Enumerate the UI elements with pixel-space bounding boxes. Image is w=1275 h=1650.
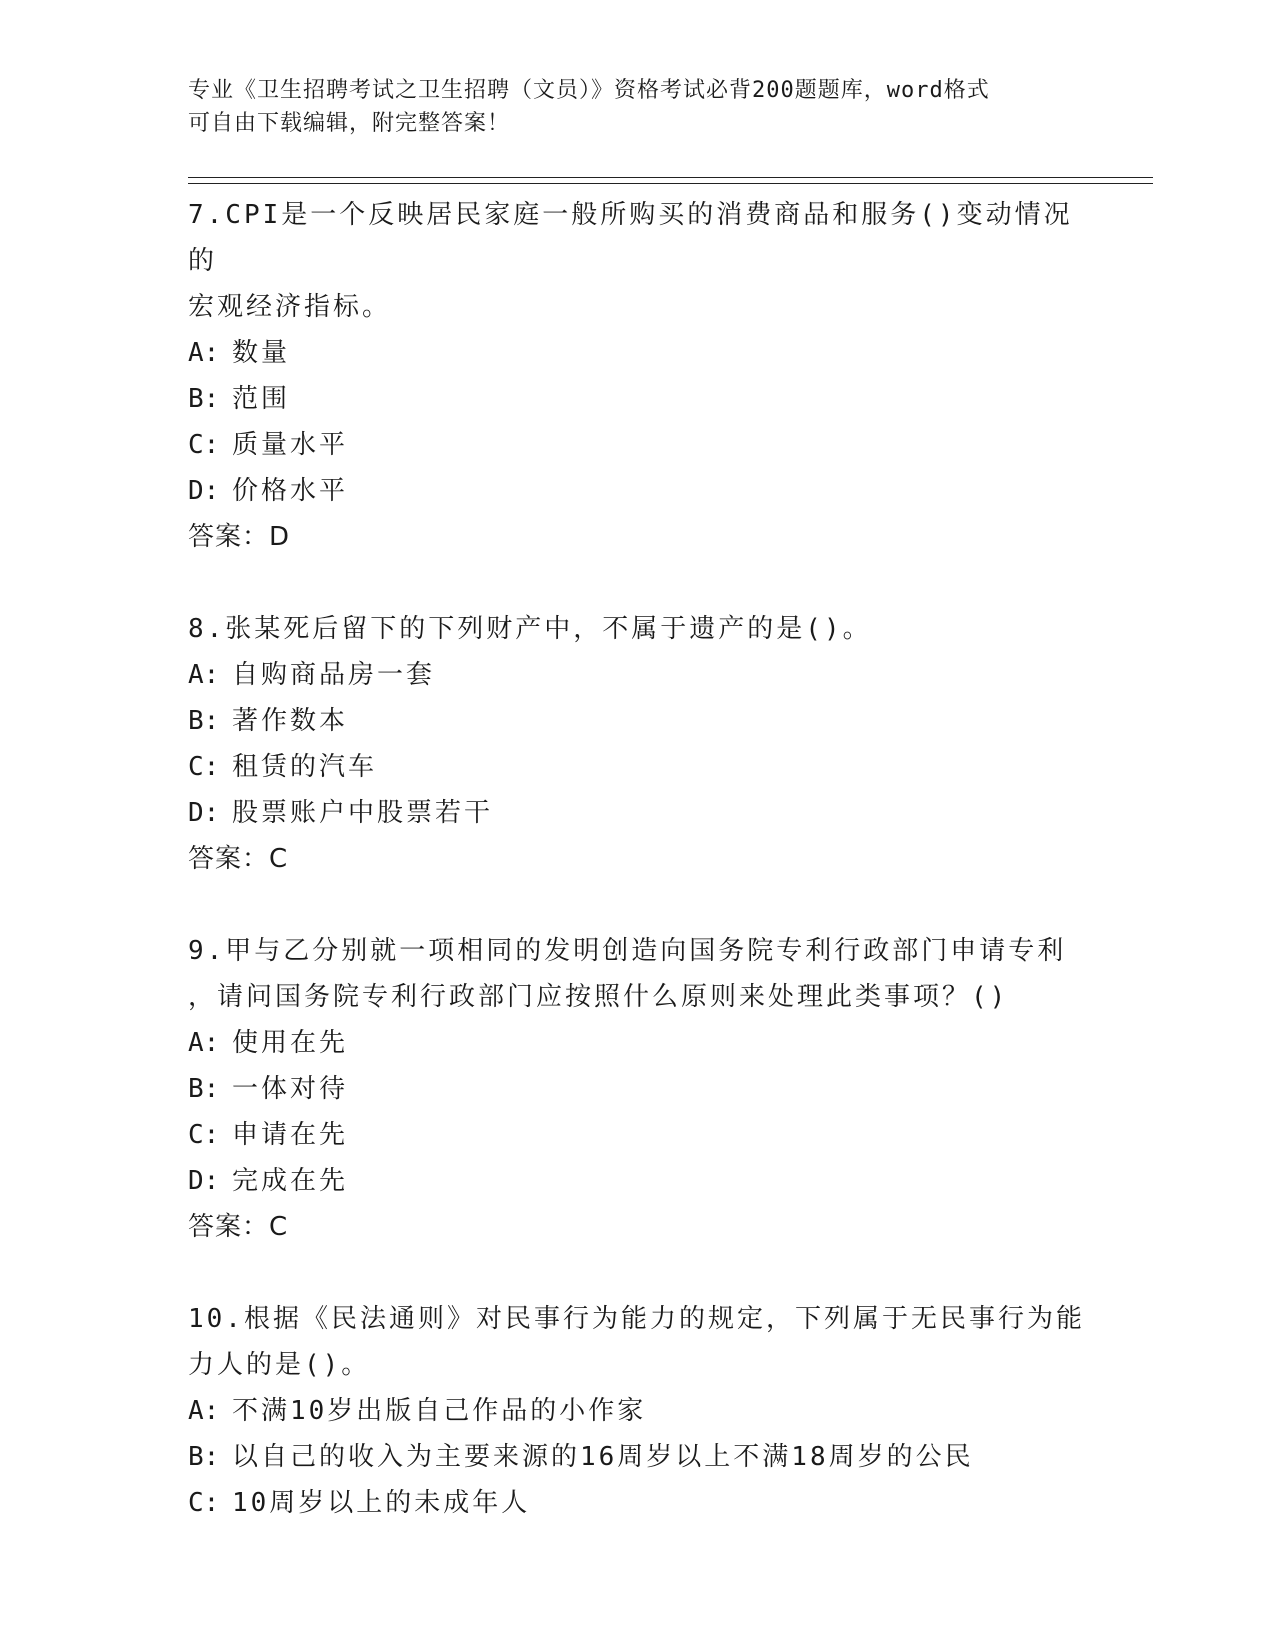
option-key: C: bbox=[188, 752, 220, 782]
header-line-1: 专业《卫生招聘考试之卫生招聘（文员）》资格考试必背200题题库，word格式 bbox=[188, 78, 990, 103]
option-key: A: bbox=[188, 660, 220, 690]
option-text: 完成在先 bbox=[232, 1166, 349, 1196]
question-9 bbox=[188, 928, 1088, 1250]
option-a bbox=[188, 1388, 1088, 1434]
option-key: A: bbox=[188, 338, 220, 368]
question-list bbox=[188, 192, 1088, 1572]
question-text-line-1: 7.CPI是一个反映居民家庭一般所购买的消费商品和服务()变动情况的 bbox=[188, 200, 1073, 276]
option-c bbox=[188, 1480, 1088, 1526]
option-key: B: bbox=[188, 384, 220, 414]
option-key: B: bbox=[188, 1442, 220, 1472]
option-c bbox=[188, 744, 1088, 790]
option-text: 一体对待 bbox=[232, 1074, 349, 1104]
option-key: D: bbox=[188, 476, 220, 506]
option-text: 10周岁以上的未成年人 bbox=[232, 1488, 531, 1518]
option-text: 租赁的汽车 bbox=[232, 752, 378, 782]
option-d bbox=[188, 1158, 1088, 1204]
option-a bbox=[188, 652, 1088, 698]
option-text: 股票账户中股票若干 bbox=[232, 798, 494, 828]
option-text: 范围 bbox=[232, 384, 291, 414]
header-line-2: 可自由下载编辑，附完整答案！ bbox=[188, 111, 511, 136]
question-text-line-2: ，请问国务院专利行政部门应按照什么原则来处理此类事项？() bbox=[188, 982, 1009, 1012]
option-key: B: bbox=[188, 1074, 220, 1104]
option-a bbox=[188, 330, 1088, 376]
question-8 bbox=[188, 606, 1088, 882]
option-key: C: bbox=[188, 1120, 220, 1150]
answer-label: 答案：C bbox=[188, 844, 289, 874]
header-divider-top bbox=[188, 177, 1153, 178]
option-key: B: bbox=[188, 706, 220, 736]
option-key: D: bbox=[188, 1166, 220, 1196]
option-b bbox=[188, 698, 1088, 744]
option-text: 申请在先 bbox=[232, 1120, 349, 1150]
option-key: C: bbox=[188, 1488, 220, 1518]
question-text-line-1: 9.甲与乙分别就一项相同的发明创造向国务院专利行政部门申请专利 bbox=[188, 936, 1067, 966]
header-divider-bottom bbox=[188, 183, 1153, 184]
answer-label: 答案：D bbox=[188, 522, 291, 552]
option-text: 不满10岁出版自己作品的小作家 bbox=[232, 1396, 647, 1426]
option-c bbox=[188, 1112, 1088, 1158]
option-d bbox=[188, 790, 1088, 836]
question-10 bbox=[188, 1296, 1088, 1526]
option-key: C: bbox=[188, 430, 220, 460]
option-text: 以自己的收入为主要来源的16周岁以上不满18周岁的公民 bbox=[232, 1442, 974, 1472]
option-a bbox=[188, 1020, 1088, 1066]
option-text: 质量水平 bbox=[232, 430, 349, 460]
option-text: 使用在先 bbox=[232, 1028, 349, 1058]
option-text: 数量 bbox=[232, 338, 291, 368]
question-7 bbox=[188, 192, 1088, 560]
option-text: 著作数本 bbox=[232, 706, 349, 736]
option-c bbox=[188, 422, 1088, 468]
answer-label: 答案：C bbox=[188, 1212, 289, 1242]
option-key: A: bbox=[188, 1396, 220, 1426]
option-text: 价格水平 bbox=[232, 476, 349, 506]
question-text-line-2: 宏观经济指标。 bbox=[188, 292, 392, 322]
question-text-line-1: 8.张某死后留下的下列财产中，不属于遗产的是()。 bbox=[188, 614, 872, 644]
option-b bbox=[188, 376, 1088, 422]
option-b bbox=[188, 1434, 1088, 1480]
question-text-line-1: 10.根据《民法通则》对民事行为能力的规定，下列属于无民事行为能 bbox=[188, 1304, 1085, 1334]
option-d bbox=[188, 468, 1088, 514]
option-b bbox=[188, 1066, 1088, 1112]
option-key: D: bbox=[188, 798, 220, 828]
option-text: 自购商品房一套 bbox=[232, 660, 436, 690]
option-key: A: bbox=[188, 1028, 220, 1058]
question-text-line-2: 力人的是()。 bbox=[188, 1350, 371, 1380]
document-header bbox=[188, 74, 1088, 140]
